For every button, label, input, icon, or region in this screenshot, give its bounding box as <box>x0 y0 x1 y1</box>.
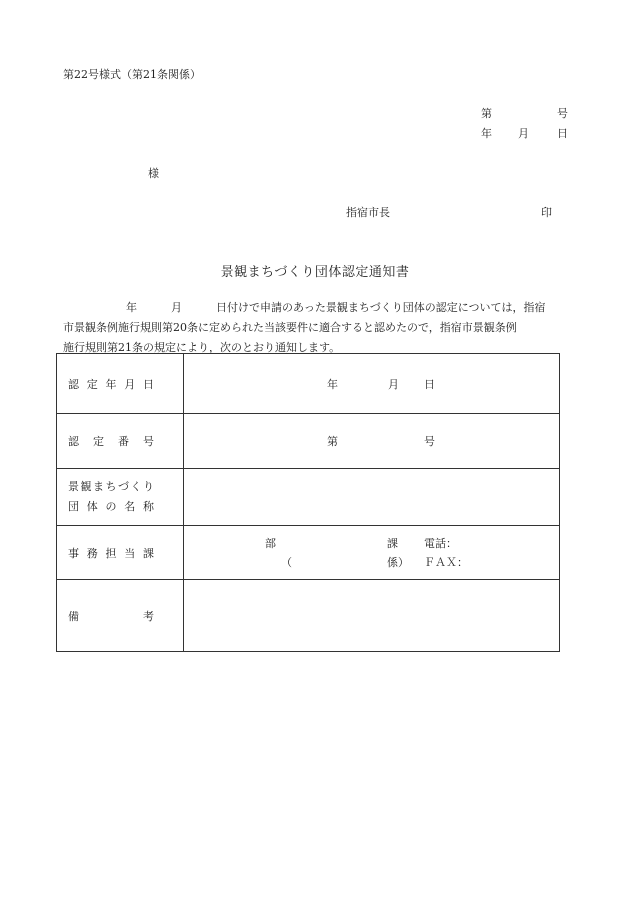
label-char: 課 <box>143 546 154 560</box>
value-certification-date <box>184 354 560 414</box>
label-char: 認 <box>68 377 79 391</box>
label-char: ま <box>93 480 104 493</box>
label-certification-date <box>57 354 184 414</box>
value-office-in-charge <box>184 526 560 580</box>
label-char: 景 <box>68 480 79 493</box>
cert-date-year: 年 <box>327 377 338 391</box>
value-remarks <box>184 580 560 652</box>
label-char: 事 <box>68 546 79 560</box>
label-char: 号 <box>143 435 154 448</box>
cert-date-month: 月 <box>388 377 399 391</box>
label-char: 体 <box>86 500 98 513</box>
addressee-suffix: 様 <box>148 167 159 180</box>
document-title: 景観まちづくり団体認定通知書 <box>220 265 410 280</box>
issue-number-suffix: 号 <box>557 107 568 120</box>
body-month: 月 <box>171 301 182 314</box>
body-paragraph <box>63 298 568 358</box>
issue-number-prefix: 第 <box>481 107 492 120</box>
table-row <box>57 469 560 526</box>
office-dept: 部 <box>265 536 276 550</box>
label-remarks <box>57 580 184 652</box>
table-row <box>57 580 560 652</box>
label-office-in-charge <box>57 526 184 580</box>
label-char: 担 <box>105 546 117 560</box>
label-char: く <box>130 480 142 493</box>
body-year: 年 <box>126 301 137 314</box>
issue-date-month: 月 <box>518 127 529 140</box>
issuer-name: 指宿市長 <box>346 206 390 219</box>
table-row <box>57 414 560 469</box>
table-row <box>57 354 560 414</box>
label-char: 観 <box>80 480 92 493</box>
label-char: づ <box>118 480 129 493</box>
label-char: 当 <box>124 546 136 560</box>
label-char: 番 <box>118 435 129 448</box>
issue-date-day: 日 <box>557 127 568 140</box>
office-open-paren: （ <box>281 555 292 569</box>
label-char: ち <box>105 480 117 493</box>
label-char: 備 <box>68 609 79 623</box>
cert-number-prefix: 第 <box>327 435 338 448</box>
label-char: 務 <box>86 546 98 560</box>
label-char: 年 <box>105 377 117 391</box>
value-certification-number <box>184 414 560 469</box>
label-char: 定 <box>86 377 98 391</box>
certification-table <box>56 353 560 652</box>
body-line-1 <box>63 298 568 318</box>
body-line-2: 市景観条例施行規則第20条に定められた当該要件に適合すると認めたので，指宿市景観条例 <box>63 321 517 334</box>
label-char: 名 <box>124 500 136 513</box>
issue-date-year: 年 <box>481 127 492 140</box>
office-subsection: 係） <box>387 555 409 569</box>
office-phone-label: 電話： <box>424 536 457 550</box>
label-char: の <box>105 500 117 513</box>
seal-mark: 印 <box>541 206 552 219</box>
label-char: 月 <box>124 377 136 391</box>
label-char: 日 <box>143 377 154 391</box>
label-certification-number <box>57 414 184 469</box>
cert-number-suffix: 号 <box>424 435 435 448</box>
office-fax-label: ＦＡＸ： <box>424 555 468 569</box>
label-char: 考 <box>143 609 154 623</box>
value-group-name <box>184 469 560 526</box>
body-line-3: 施行規則第21条の規定により，次のとおり通知します。 <box>63 341 341 354</box>
label-group-name <box>57 469 184 526</box>
label-char: 団 <box>68 500 79 513</box>
label-char: 称 <box>143 500 154 513</box>
label-char: 定 <box>93 435 104 448</box>
table-row <box>57 526 560 580</box>
label-char: 認 <box>68 435 79 448</box>
body-line-1-rest: 日付けで申請のあった景観まちづくり団体の認定については，指宿 <box>216 301 546 314</box>
label-char: り <box>143 480 154 493</box>
cert-date-day: 日 <box>424 377 435 391</box>
office-section: 課 <box>387 536 398 550</box>
form-number: 第22号様式（第21条関係） <box>63 68 201 81</box>
